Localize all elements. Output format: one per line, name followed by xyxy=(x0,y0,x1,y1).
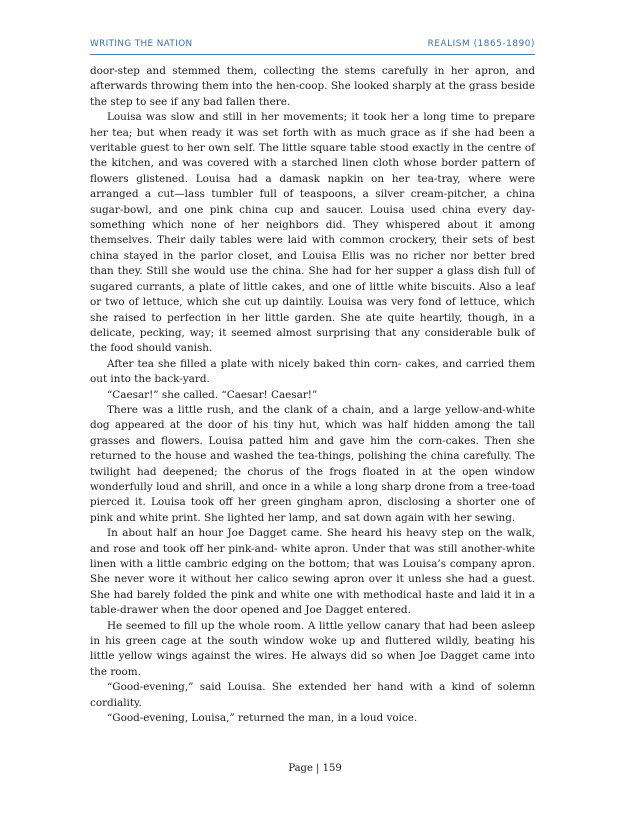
paragraph: “Good-evening, Louisa,” returned the man, in a loud voice. xyxy=(107,712,418,725)
section-title: WRITING THE NATION xyxy=(90,39,193,49)
header-divider xyxy=(90,54,535,55)
running-header xyxy=(90,39,535,49)
paragraph: In about half an hour Joe Dagget came. She heard his heavy step on the walk, and rose and took off her pink-and- white apron. Under that was still another-white linen with a little cambric edging on the bottom; that was Louisa’s company apron. She never wore it without her calico sewing apron over it unless she had a guest. She had barely folded the pink and white one with methodical haste and laid it in a table-drawer when the door opened and Joe Dagget entered. xyxy=(90,527,535,617)
paragraph: He seemed to fill up the whole room. A little yellow canary that had been asleep in his green cage at the south window woke up and fluttered wildly, beating his little yellow wings against the wires. He always did so when Joe Dagget came into the room. xyxy=(90,619,535,678)
paragraph: door-step and stemmed them, collecting the stems carefully in her apron, and afterwards throwing them into the hen-coop. She looked sharply at the grass beside the step to see if any bad fallen there. xyxy=(90,65,535,108)
paragraph: “Caesar!” she called. “Caesar! Caesar!” xyxy=(107,388,318,401)
paragraph: After tea she filled a plate with nicely baked thin corn- cakes, and carried them out into the back-yard. xyxy=(90,357,535,386)
paragraph: “Good-evening,” said Louisa. She extended her hand with a kind of solemn cordiality. xyxy=(90,681,535,709)
body-text xyxy=(90,64,535,726)
paragraph: Louisa was slow and still in her movements; it took her a long time to prepare her tea; but when ready it was set forth with as much grace as if she had been a veritable guest to her own self. The little square table stood exactly in the centre of the kitchen, and was covered with a starched linen cloth whose border pattern of flowers glistened. Louisa had a damask napkin on her tea-tray, where were arranged a cut—lass tumbler full of teaspoons, a silver cream-pitcher, a china sugar-bowl, and one pink china cup and saucer. Louisa used china every day-something which none of her neighbors did. They whispered about it among themselves. Their daily tables were laid with common crockery, their sets of best china stayed in the parlor closet, and Louisa Ellis was no richer nor better bred than they. Still she would use the china. She had for her supper a glass dish full of sugared currants, a plate of little cakes, and one of little white biscuits. Also a leaf or two of lettuce, which she cut up daintily. Louisa was very fond of lettuce, which she raised to perfection in her little garden. She ate quite heartily, though, in a delicate, pecking, way; it seemed almost surprising that any considerable bulk of the food should vanish. xyxy=(90,111,535,355)
page-number: Page | 159 xyxy=(288,763,342,774)
paragraph: There was a little rush, and the clank of a chain, and a large yellow-and-white dog appeared at the door of his tiny hut, which was half hidden among the tall grasses and flowers. Louisa patted him and gave him the corn-cakes. Then she returned to the house and washed the tea-things, polishing the china carefully. The twilight had deepened; the chorus of the frogs floated in at the open window wonderfully loud and shrill, and once in a while a long sharp drone from a tree-toad pierced it. Louisa took off her green gingham apron, disclosing a shorter one of pink and white print. She lighted her lamp, and sat down again with her sewing. xyxy=(90,403,535,524)
period-title: REALISM (1865-1890) xyxy=(427,39,535,49)
